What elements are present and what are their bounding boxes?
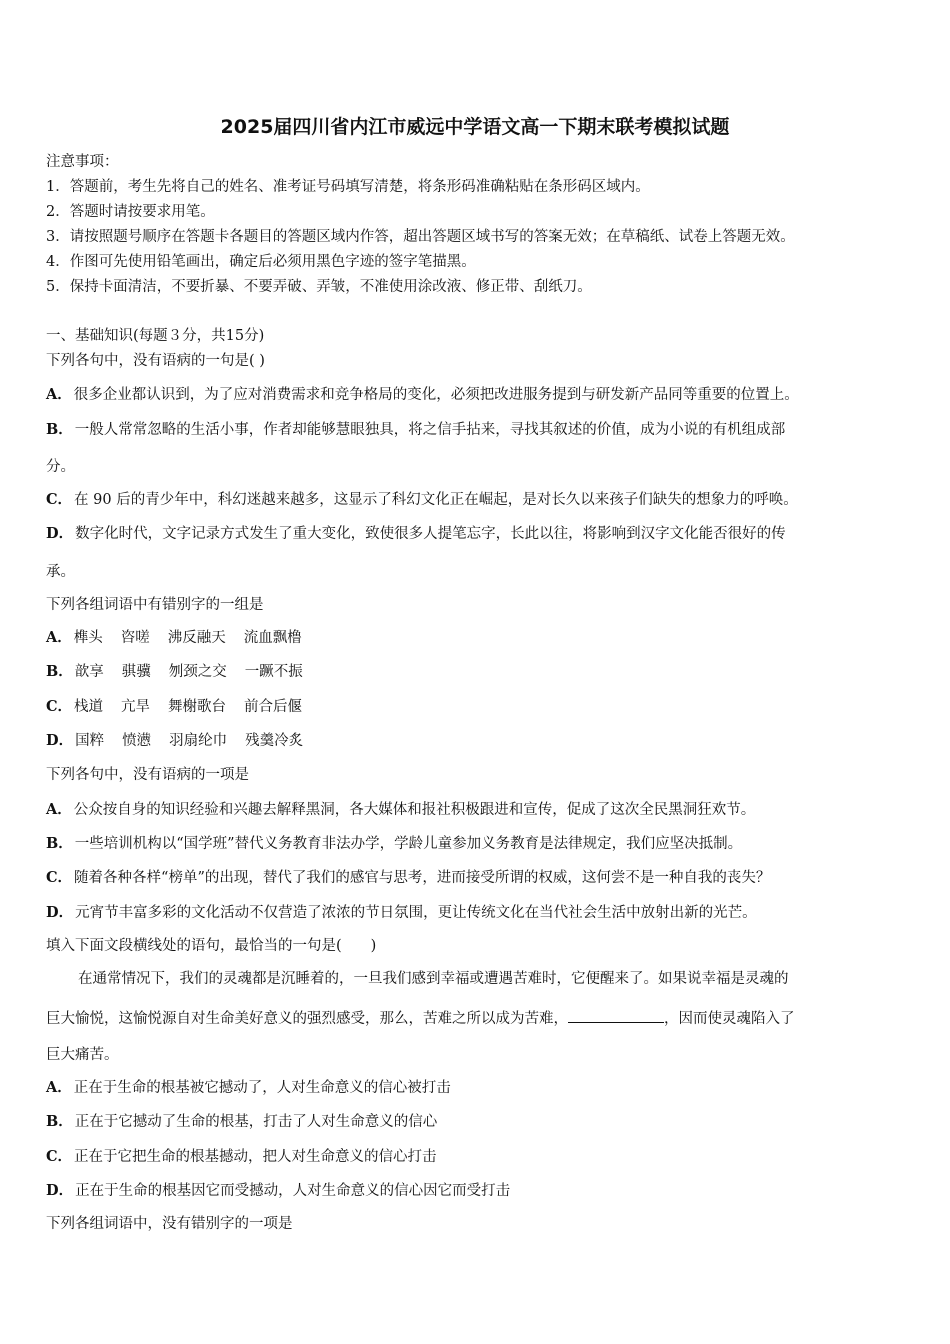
notice-item: 2．答题时请按要求用笔。 — [46, 204, 215, 220]
option-b-continued: 分。 — [46, 459, 75, 475]
option-word: 亢旱 — [121, 699, 151, 715]
notice-item: 3．请按照题号顺序在答题卡各题目的答题区域内作答，超出答题区域书写的答案无效；在草稿纸、试卷上答题无效。 — [46, 229, 795, 245]
option-word: 刎颈之交 — [168, 664, 227, 680]
passage-line: 巨大痛苦。 — [46, 1047, 119, 1063]
question-stem: 下列各句中，没有语病的一句是( ) — [46, 353, 265, 369]
option-label: D． — [46, 1182, 74, 1199]
option-b — [46, 834, 916, 854]
option-label: A． — [46, 386, 72, 403]
fill-blank — [568, 1008, 664, 1023]
question-stem: 填入下面文段横线处的语句，最恰当的一句是( ) — [46, 938, 377, 954]
option-text: 很多企业都认识到，为了应对消费需求和竞争格局的变化，必须把改进服务提到与研发新产品同等重要的位置上。 — [73, 387, 799, 403]
option-label: C． — [46, 869, 73, 886]
notice-item: 5．保持卡面清洁，不要折暴、不要弄破、弄皱，不准使用涂改液、修正带、刮纸刀。 — [46, 279, 592, 295]
option-b — [46, 1112, 916, 1132]
option-text: 随着各种各样“榜单”的出现，替代了我们的感官与思考，进而接受所谓的权威，这何尝不是一种自我的丧失？ — [74, 870, 771, 886]
option-a — [46, 628, 916, 648]
notice-item: 1．答题前，考生先将自己的姓名、准考证号码填写清楚，将条形码准确粘贴在条形码区域内。 — [46, 179, 650, 195]
option-word: 前合后偃 — [244, 699, 303, 715]
option-a — [46, 800, 916, 820]
notice-heading: 注意事项： — [46, 154, 119, 170]
option-label: D． — [46, 525, 74, 542]
option-label: A． — [46, 629, 72, 646]
option-text: 一些培训机构以“国学班”替代义务教育非法办学，学龄儿童参加义务教育是法律规定，我们应坚决抵制。 — [74, 836, 743, 852]
option-a — [46, 1078, 916, 1098]
option-b — [46, 662, 916, 682]
option-word: 羽扇纶巾 — [169, 733, 228, 749]
option-text: 公众按自身的知识经验和兴趣去解释黑洞，各大媒体和报社积极跟进和宣传，促成了这次全民黑洞狂欢节。 — [73, 802, 756, 818]
option-label: D． — [46, 904, 74, 921]
page-title: 2025届四川省内江市威远中学语文高一下期末联考模拟试题 — [220, 116, 730, 138]
option-text: 正在于生命的根基因它而受撼动，人对生命意义的信心因它而受打击 — [75, 1183, 511, 1199]
option-label: B． — [46, 421, 73, 438]
option-a — [46, 385, 916, 405]
option-word: 残羹冷炙 — [245, 733, 304, 749]
option-label: A． — [46, 1079, 72, 1096]
passage-text: ，因而使灵魂陷入了 — [664, 1011, 795, 1027]
option-label: B． — [46, 1113, 73, 1130]
option-d-continued: 承。 — [46, 564, 75, 580]
passage-line — [46, 1008, 916, 1029]
option-text: 正在于它把生命的根基撼动，把人对生命意义的信心打击 — [74, 1149, 437, 1165]
option-d — [46, 1181, 916, 1201]
option-word: 国粹 — [75, 733, 105, 749]
question-stem: 下列各组词语中，没有错别字的一项是 — [46, 1216, 293, 1232]
option-word: 歆享 — [74, 664, 104, 680]
option-word: 愤懑 — [122, 733, 152, 749]
option-text: 元宵节丰富多彩的文化活动不仅营造了浓浓的节日氛围，更让传统文化在当代社会生活中放射出新的光芒。 — [75, 905, 757, 921]
option-label: C． — [46, 698, 73, 715]
option-c — [46, 868, 916, 888]
notice-item: 4．作图可先使用铅笔画出，确定后必须用黑色字迹的签字笔描黑。 — [46, 254, 476, 270]
option-c — [46, 1147, 916, 1167]
option-word: 舞榭歌台 — [168, 699, 227, 715]
option-b — [46, 420, 916, 440]
option-text: 一般人常常忽略的生活小事，作者却能够慧眼独具，将之信手拈来，寻找其叙述的价值，成为小说的有机组成部 — [74, 422, 786, 438]
option-label: C． — [46, 1148, 73, 1165]
option-label: A． — [46, 801, 72, 818]
section-heading: 一、基础知识(每题３分，共15分) — [46, 328, 265, 344]
option-word: 一蹶不振 — [244, 664, 303, 680]
option-word: 榫头 — [73, 630, 103, 646]
option-word: 骐骥 — [121, 664, 151, 680]
option-word: 沸反融天 — [167, 630, 226, 646]
option-d — [46, 731, 916, 751]
option-c — [46, 697, 916, 717]
option-word: 流血飘橹 — [243, 630, 302, 646]
option-text: 在 90 后的青少年中，科幻迷越来越多，这显示了科幻文化正在崛起，是对长久以来孩子们缺失的想象力的呼唤。 — [74, 492, 798, 508]
option-d — [46, 524, 916, 544]
passage-text: 巨大愉悦，这愉悦源自对生命美好意义的强烈感受，那么，苦难之所以成为苦难， — [46, 1011, 568, 1027]
option-label: C． — [46, 491, 73, 508]
option-text: 正在于它撼动了生命的根基，打击了人对生命意义的信心 — [74, 1114, 438, 1130]
option-c — [46, 490, 916, 510]
option-text: 数字化时代，文字记录方式发生了重大变化，致使很多人提笔忘字，长此以往，将影响到汉字文化能否很好的传 — [75, 526, 786, 542]
option-text: 正在于生命的根基被它撼动了，人对生命意义的信心被打击 — [73, 1080, 451, 1096]
passage-line: 在通常情况下，我们的灵魂都是沉睡着的，一旦我们感到幸福或遭遇苦难时，它便醒来了。如果说幸福是灵魂的 — [78, 971, 789, 987]
question-stem: 下列各句中，没有语病的一项是 — [46, 767, 249, 783]
option-label: D． — [46, 732, 74, 749]
option-word: 咨嗟 — [120, 630, 150, 646]
question-stem: 下列各组词语中有错别字的一组是 — [46, 597, 264, 613]
option-word: 栈道 — [74, 699, 104, 715]
option-d — [46, 903, 916, 923]
option-label: B． — [46, 835, 73, 852]
option-label: B． — [46, 663, 73, 680]
